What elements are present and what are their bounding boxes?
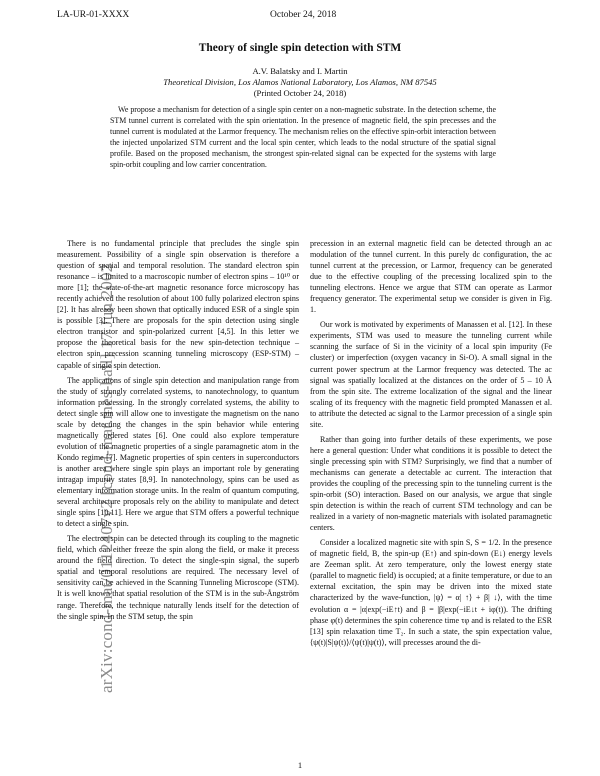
paragraph: The applications of single spin detection and manipulation range from the study of strongly correlated systems, to nanotechnology, to quantum information processing. In the strongly correlated systems, the ability to detect single spin will allow one to investigate the magnetism on the nano scale by detecting the changes in the spin behavior while entering magnetically ordered states [6]. One could also explore temperature evolution of the magnetic properties of a single paramagnetic atom in the Kondo regime [7]. Magnetic properties of spin centers in superconductors is another area where single spin plays an important role by generating intragap impurity states [8,9]. In nanotechnology, spins can be used as elementary information storage units. In the realm of quantum computing, several architecture proposals rely on the ability to manipulate and detect single spins [10,11]. Here we argue that STM offers a powerful technique to detect a single spin. [57,375,299,529]
paper-title: Theory of single spin detection with STM [198,42,402,54]
paragraph: Our work is motivated by experiments of Manassen et al. [12]. In these experiments, STM was used to measure the tunneling current while scanning the surface of Si in the vicinity of a local spin impurity (Fe cluster) or imperfection (oxygen vacancy in Si-O). A small signal in the current power spectrum at the Larmor frequency was detected. The ac signal was spatially localized at the distances on the order of 5 – 10 Å from the spin site. The extreme localization of the signal and the linear scaling of its frequency with the magnetic field prompted Manassen et al. to attribute the detected ac signal to the Larmor precession of a single spin site. [310,320,552,429]
page-number: 1 [297,760,303,770]
affiliation: Theoretical Division, Los Alamos National Laboratory, Los Alamos, NM 87545 [163,77,437,87]
arxiv-stamp: arXiv:cond-mat/0112407v2 [cond-mat.mes-hall] 17 Jun 2002 [97,263,116,693]
left-column [57,238,299,626]
report-number: LA-UR-01-XXXX [57,10,130,20]
abstract: We propose a mechanism for detection of a single spin center on a non-magnetic substrate. In the detection scheme, the STM tunnel current is correlated with the spin orientation. In the presence of magnetic field, the spin precesses and the tunnel current is modulated at the Larmor frequency. The mechanism relies on the effective spin-orbit interaction between the injected unpolarized STM current and the local spin center, which leads to the nodal structure of the spatial signal profile. Based on the proposed mechanism, the strongest spin-related signal can be expected for the systems with large spin-orbit coupling and low carrier concentration. [110,105,496,169]
paragraph: The electron spin can be detected through its coupling to the magnetic field, which can either freeze the spin along the field, or make it precess around the field direction. To detect the single-spin signal, the superb spatial and temporal resolutions are required. The necessary level of sensitivity can be achieved in the Scanning Tunneling Microscope (STM). It is well known that spatial resolution of the STM is in the sub-Ångström range. Therefore, the technique naturally lends itself for the detection of the single spin. In the STM setup, the spin [57,534,299,621]
paragraph: precession in an external magnetic field can be detected through an ac modulation of the tunnel current. In this purely dc configuration, the ac tunnel current at the precession, or Larmor, frequency can be generated due to the effective coupling of the precessing localized spin to the tunneling electrons. Hence we argue that STM can operate as Larmor frequency generator. The experimental setup we consider is given in Fig. 1. [310,239,552,315]
paragraph: There is no fundamental principle that precludes the single spin measurement. Possibility of a single spin observation is therefore a question of spatial and temporal resolution. The standard electron spin resonance – is limited to a macroscopic number of electron spins – 10¹⁰ or more [1]; the state-of-the-art magnetic resonance force microscopy has recently achieved the resolution of about 100 fully polarized electron spins [2]. It has already been shown that optically induced ESR of a single spin is possible [3]. There are proposals for the spin detection using single electron transistor and spin-polarized current [4,5]. In this letter we propose the theoretical basis for the new spin-detection technique – electron spin precession scanning tunneling microscopy (ESP-STM) – capable of single spin detection. [57,239,299,370]
authors: A.V. Balatsky and I. Martin [252,66,348,76]
printed-date: (Printed October 24, 2018) [253,88,347,98]
right-column [310,238,552,652]
paragraph: Rather than going into further details of these experiments, we pose here a general question: Under what conditions it is possible to detect the single precessing spin with STM? Surprisingly, we find that a number of mechanisms can generate a detectable ac current. The interaction that provides the coupling of the precessing spin to the tunneling current is the spin-orbit (SO) interaction. Based on our analysis, we argue that single spin detection is within the reach of current STM technology and can be realized in a variety of non-magnetic materials with isolated paramagnetic centers. [310,434,552,533]
header-date: October 24, 2018 [270,10,337,20]
paragraph: Consider a localized magnetic site with spin S, S = 1/2. In the presence of magnetic field, B, the spin-up (E↑) and spin-down (E↓) energy levels are Zeeman split. At zero temperature, only the lowest energy state (parallel to magnetic field) is occupied; at a finite temperature, or due to an external excitation, the spin may be driven into the mixed state characterized by the wave-function, |ψ⟩ = α| ↑⟩ + β| ↓⟩, with the time evolution α = |α|exp(−iE↑t) and β = |β|exp(−iE↓t + iφ(t)). The drifting phase φ(t) determines the spin coherence time τφ and is related to the ESR [13] spin relaxation time T₂. In such a state, the spin expectation value, ⟨ψ(t)|S|ψ(t)⟩/⟨ψ(t)|ψ(t)⟩, will precesses around the di- [310,538,552,647]
